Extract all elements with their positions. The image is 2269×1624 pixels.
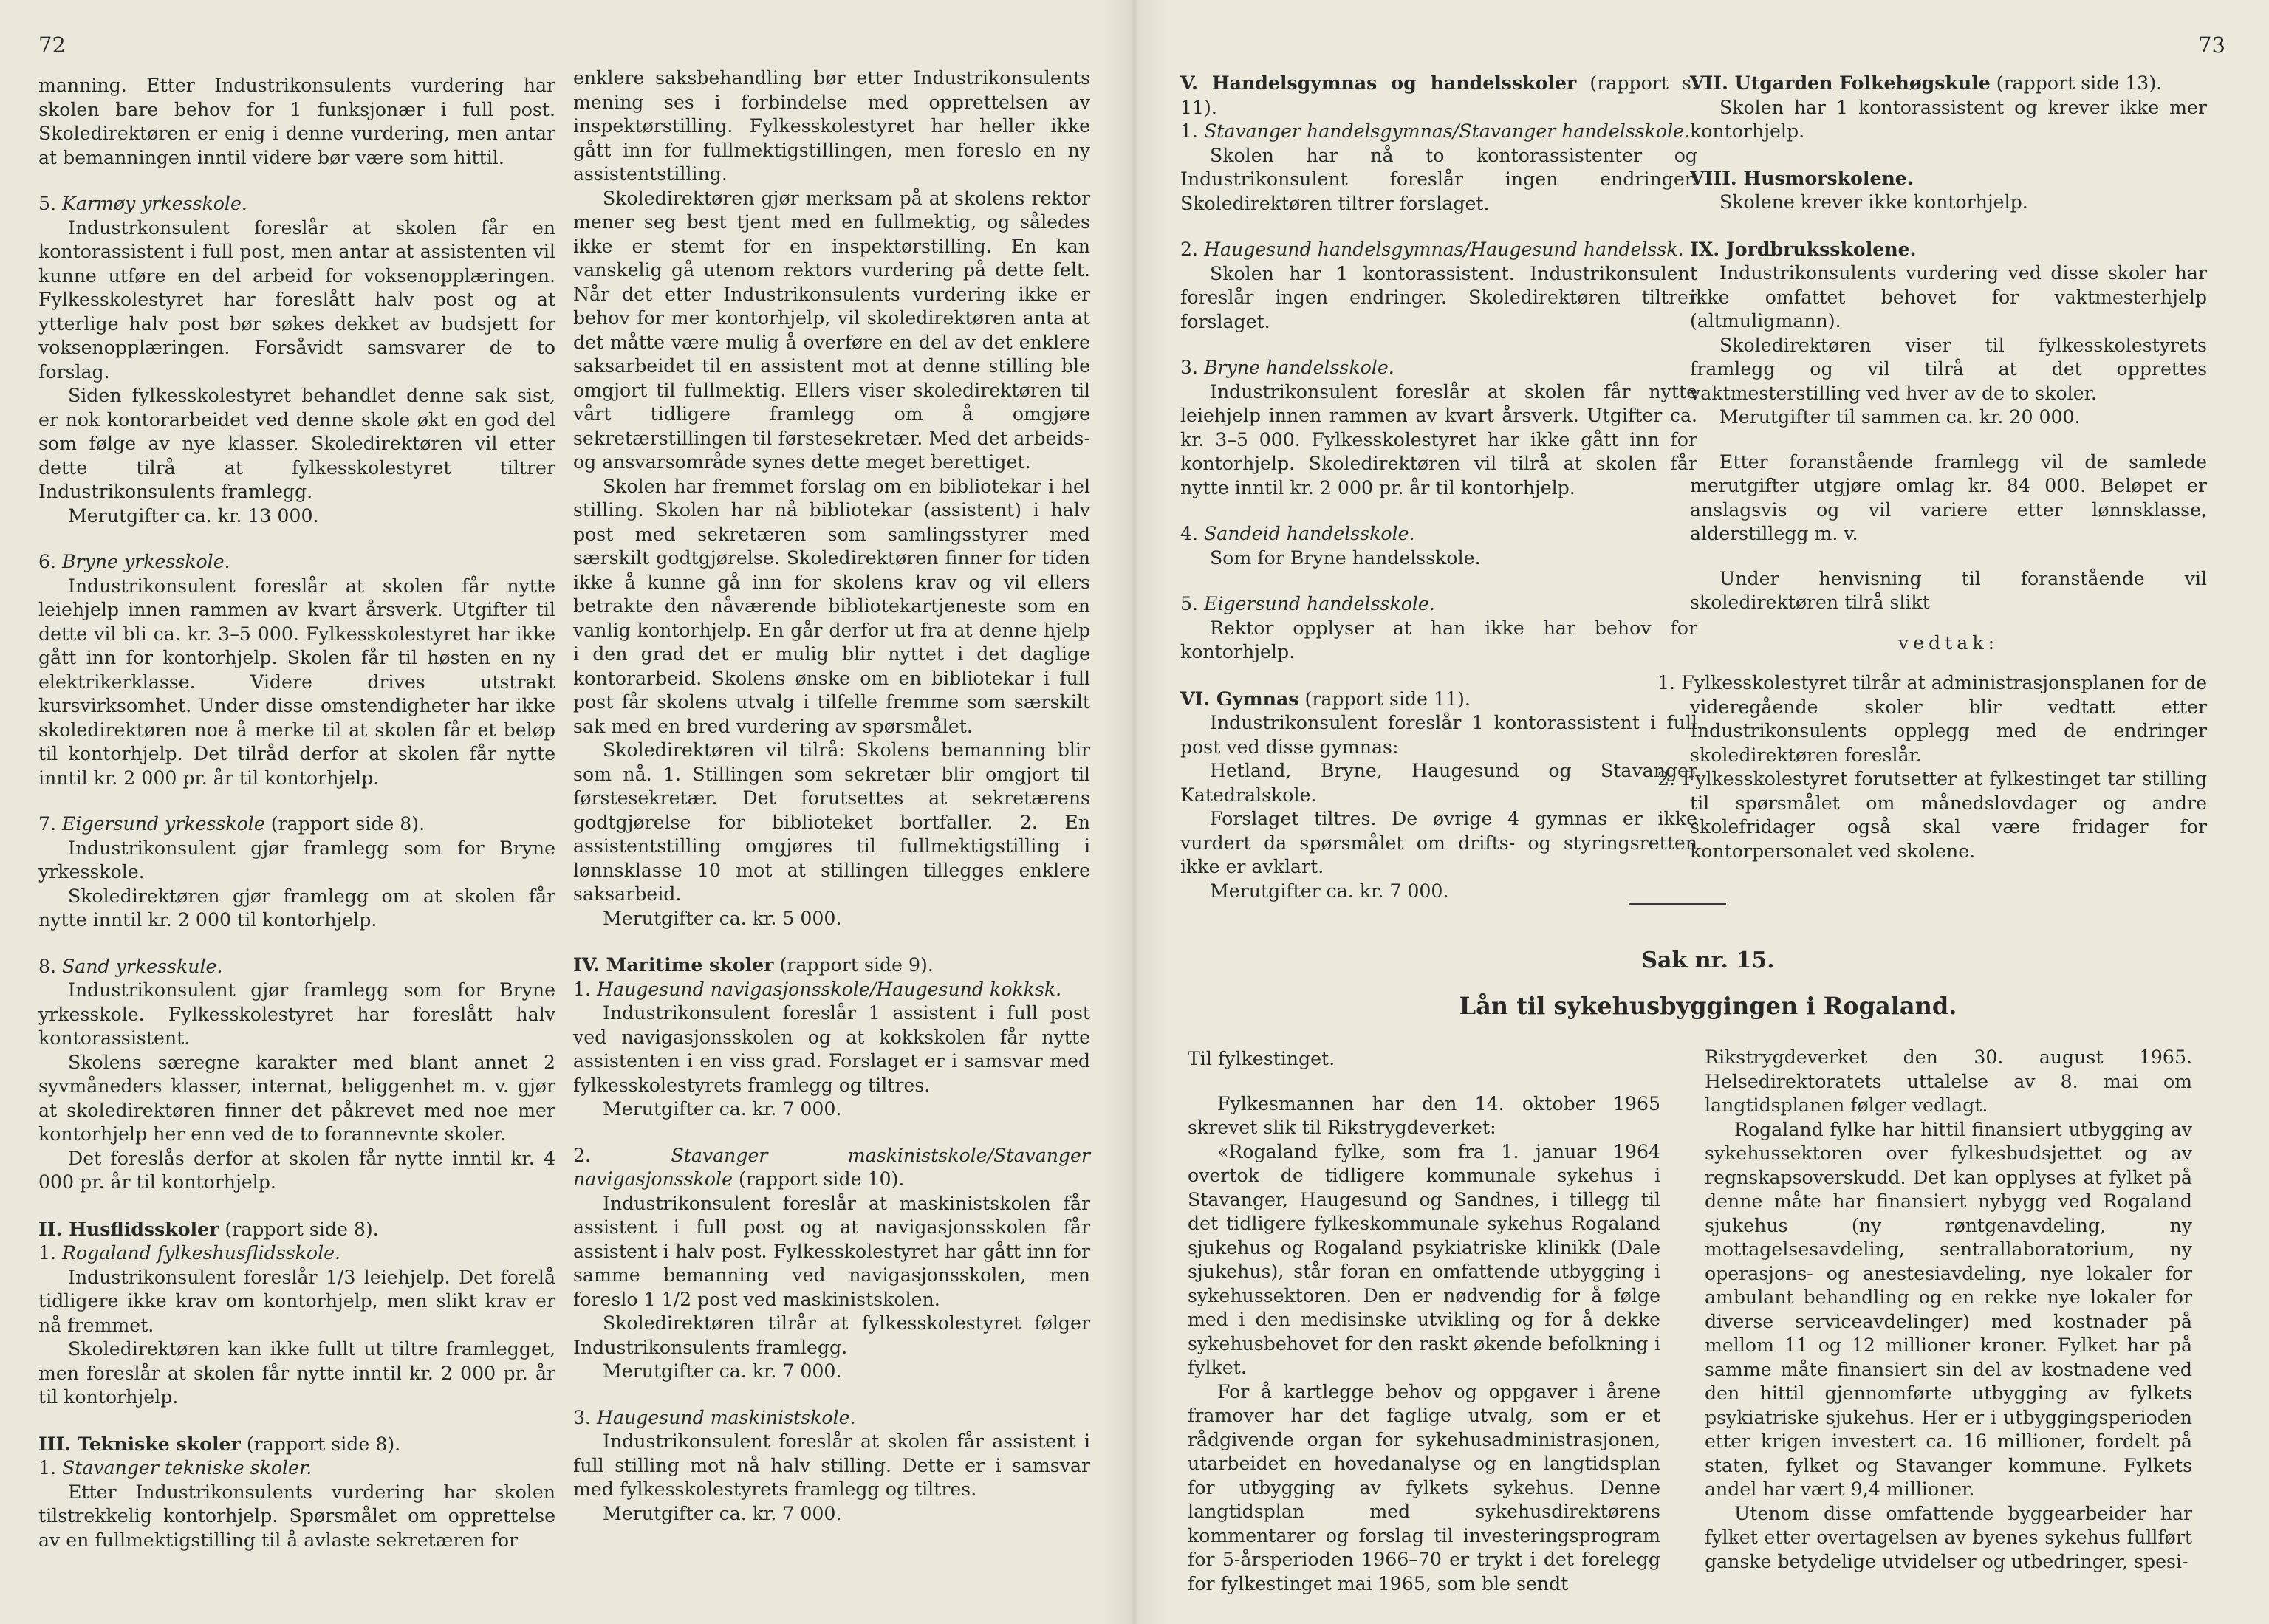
- paragraph: Forslaget tiltres. De øvrige 4 gymnas er ikke vurdert da spørsmålet om drifts- og styringsretten ikke er avklart.: [1180, 808, 1697, 877]
- paragraph: «Rogaland fylke, som fra 1. januar 1964 overtok de tidligere kommunale sykehus i Stavanger, Haugesund og Sandnes, i tillegg til det tidligere fylkeskommunale sykehus Rogaland sjukehus og Rogaland psykiatriske klinikk (Dale sjukehus), står foran en omfattende utbygging i sykehussektoren. Den er nødvendig for å følge med i den medisinske utvikling og for å dekke sykehusbehovet for den raskt økende befolkning i fylket.: [1188, 1140, 1660, 1378]
- column-1: [38, 74, 555, 1552]
- paragraph: Skolens særegne karakter med blant annet 2 syvmåneders klasser, internat, beliggenhet m. v. gjør at skoledirektøren finner det påkrevet med noe mer kontorhjelp her enn ved de to forannevnte skoler.: [38, 1051, 555, 1145]
- section-heading: 1. Haugesund navigasjonsskole/Haugesund kokksk.: [573, 978, 1062, 1000]
- paragraph: Skoledirektøren viser til fylkesskolestyrets framlegg og vil tilrå at det opprettes vaktmesterstilling ved hver av de to skoler.: [1690, 334, 2207, 404]
- left-page: [0, 0, 1134, 1624]
- section-heading: II. Husflidsskoler (rapport side 8).: [38, 1217, 379, 1240]
- paragraph: Industrikonsulent foreslår at maskinistskolen får assistent i full post og at navigasjonsskolen får assistent i halv post. Fylkesskolestyret har gått inn for samme bemanning ved navigasjonsskolen, men foreslo 1 1/2 post ved maskinistskolen.: [573, 1192, 1090, 1310]
- paragraph: Etter foranstående framlegg vil de samlede merutgifter utgjøre omlag kr. 84 000. Beløpet er anslagsvis og vil variere etter lønnsklasse, alderstillegg m. v.: [1690, 450, 2207, 544]
- paragraph: Skolen har fremmet forslag om en bibliotekar i hel stilling. Skolen har nå bibliotekar (assistent) i halv post med sekretæren som samlingsstyrer med særskilt godtgjørelse. Skoledirektøren finner for tiden ikke å kunne gå inn for skolens krav og vil ellers betrakte den nåværende bibliotekartjeneste som en vanlig kontorhjelp. En går derfor ut fra at denne hjelp i den grad det er mulig blir nyttet i det daglige kontorarbeid. Skolens ønske om en bibliotekar i full post får skolens utvalg i tilfelle fremme som særskilt sak med en bred vurdering av spørsmålet.: [573, 475, 1090, 737]
- section-heading: VIII. Husmorskolene.: [1690, 166, 1914, 189]
- column-3: [1180, 71, 1697, 903]
- section-heading: 5. Eigersund handelsskole.: [1180, 593, 1435, 614]
- case-heading: Lån til sykehusbyggingen i Rogaland.: [1459, 992, 1957, 1020]
- section-heading: 4. Sandeid handelsskole.: [1180, 523, 1415, 544]
- paragraph: Det foreslås derfor at skolen får nytte inntil kr. 4 000 pr. år til kontorhjelp.: [38, 1147, 555, 1193]
- paragraph: Industrikonsulent foreslår 1/3 leiehjelp. Det forelå tidligere ikke krav om kontorhjelp, men slikt krav er nå fremmet.: [38, 1266, 555, 1336]
- paragraph: Skoledirektøren kan ikke fullt ut tiltre framlegget, men foreslår at skolen får nytte inntil kr. 2 000 pr. år til kontorhjelp.: [38, 1338, 555, 1408]
- paragraph: Merutgifter ca. kr. 7 000.: [603, 1502, 842, 1524]
- section-heading: 3. Bryne handelsskole.: [1180, 357, 1394, 378]
- paragraph: 1. Fylkesskolestyret tilrår at administrasjonsplanen for de videregående skoler blir vedtatt etter Industrikonsulents opplegg med de endringer skoledirektøren foreslår.: [1657, 672, 2207, 766]
- paragraph: Rikstrygdeverket den 30. august 1965. Helsedirektoratets uttalelse av 8. mai om langtidsplanen følger vedlagt.: [1705, 1046, 2192, 1116]
- case-number: Sak nr. 15.: [1641, 948, 1775, 973]
- column-4: [1657, 71, 2207, 863]
- column-6: [1705, 1046, 2192, 1574]
- paragraph: Skolen har 1 kontorassistent og krever ikke mer kontorhjelp.: [1690, 96, 2207, 142]
- paragraph: Industrikonsulent foreslår 1 assistent i full post ved navigasjonsskolen og at kokkskolen får nytte assistenten i en viss grad. Forslaget er i samsvar med fylkesskolestyrets framlegg og tiltres.: [573, 1002, 1090, 1096]
- right-page: [1134, 0, 2269, 1624]
- paragraph: Skolene krever ikke kontorhjelp.: [1719, 191, 2028, 213]
- paragraph: Utenom disse omfattende byggearbeider har fylket etter overtagelsen av byenes sykehus fullført ganske betydelige utvidelser og utbedringer, spesi-: [1705, 1502, 2192, 1572]
- column-2: [573, 66, 1090, 1526]
- section-heading: VII. Utgarden Folkehøgskule (rapport side 13).: [1690, 72, 2163, 94]
- paragraph: vedtak:: [1897, 631, 1999, 654]
- paragraph: Fylkesmannen har den 14. oktober 1965 skrevet slik til Rikstrygdeverket:: [1188, 1092, 1660, 1138]
- paragraph: Industrikonsulent foreslår at skolen får assistent i full stilling mot nå halv stilling. Dette er i samsvar med fylkesskolestyrets framlegg og tiltres.: [573, 1431, 1090, 1500]
- paragraph: Industrikonsulent foreslår 1 kontorassistent i full post ved disse gymnas:: [1180, 712, 1697, 758]
- page-number-right: 73: [2198, 32, 2225, 58]
- paragraph: Merutgifter til sammen ca. kr. 20 000.: [1719, 406, 2081, 428]
- paragraph: Skolen har 1 kontorassistent. Industrikonsulent foreslår ingen endringer. Skoledirektøren tiltrer forslaget.: [1180, 262, 1697, 332]
- paragraph: Industrikonsulent gjør framlegg som for Bryne yrkesskole.: [38, 837, 555, 883]
- column-5: [1188, 1047, 1660, 1596]
- section-heading: 5. Karmøy yrkesskole.: [38, 193, 247, 214]
- paragraph: Som for Bryne handelsskole.: [1210, 547, 1481, 569]
- section-heading: 1. Stavanger handelsgymnas/Stavanger handelsskole.: [1180, 120, 1691, 142]
- paragraph: Industrkonsulent foreslår at skolen får en kontorassistent i full post, men antar at assistenten vil kunne utføre en del arbeid for voksenopplæringen. Fylkesskolestyret har foreslått halv post og at ytterlige halv post bør søkes dekket av budsjett for voksenopplæringen. Forsåvidt samsvarer de to forslag.: [38, 216, 555, 383]
- page-number-left: 72: [38, 32, 66, 58]
- paragraph: Industrikonsulent foreslår at skolen får nytte leiehjelp innen rammen av kvart årsverk. Utgifter ca. kr. 3–5 000. Fylkesskolestyret har ikke gått inn for kontorhjelp. Skoledirektøren vil tilrå at skolen får nytte inntil kr. 2 000 pr. år til kontorhjelp.: [1180, 380, 1697, 498]
- section-heading: III. Tekniske skoler (rapport side 8).: [38, 1432, 401, 1455]
- section-heading: VI. Gymnas (rapport side 11).: [1180, 687, 1471, 710]
- paragraph: Industrikonsulents vurdering ved disse skoler har ikke omfattet behovet for vaktmesterhjelp (altmuligmann).: [1690, 262, 2207, 332]
- section-heading: 7. Eigersund yrkesskole (rapport side 8).: [38, 813, 425, 835]
- paragraph: Skoledirektøren tilrår at fylkesskolestyret følger Industrikonsulents framlegg.: [573, 1312, 1090, 1358]
- section-heading: 6. Bryne yrkesskole.: [38, 551, 230, 572]
- section-heading: 3. Haugesund maskinistskole.: [573, 1406, 856, 1428]
- paragraph: enklere saksbehandling bør etter Industrikonsulents mening ses i forbindelse med opprettelsen av inspektørstilling. Fylkesskolestyret har heller ikke gått inn for fullmektigstillingen, men foreslo en ny assistentstilling.: [573, 67, 1090, 185]
- paragraph: Etter Industrikonsulents vurdering har skolen tilstrekkelig kontorhjelp. Spørsmålet om opprettelse av en fullmektigstilling til å avlaste sekretæren for: [38, 1481, 555, 1551]
- paragraph: Skoledirektøren gjør merksam på at skolens rektor mener seg best tjent med en fullmektig, og således ikke er stemt for en inspektørstilling. En kan vanskelig gå utenom rektors vurdering på dette felt. Når det etter Industrikonsulents vurdering ikke er behov for mer kontorhjelp, vil skoledirektøren anta at det måtte være mulig å overføre en del av det enklere saksarbeidet til en assistent mot at denne stilling ble omgjort til fullmektig. Ellers viser skoledirektøren til vårt tidligere framlegg om å omgjøre sekretærstillingen til førstesekretær. Med det arbeids- og ansvarsområde synes dette meget berettiget.: [573, 187, 1090, 473]
- section-heading: 2. Haugesund handelsgymnas/Haugesund handelssk.: [1180, 239, 1684, 260]
- paragraph: Industrikonsulent gjør framlegg som for Bryne yrkesskole. Fylkesskolestyret har foreslått halv kontorassistent.: [38, 979, 555, 1049]
- paragraph: manning. Etter Industrikonsulents vurdering har skolen bare behov for 1 funksjonær i full post. Skoledirektøren er enig i denne vurdering, men antar at bemanningen inntil videre bør være som hittil.: [38, 75, 555, 168]
- paragraph: Skoledirektøren gjør framlegg om at skolen får nytte inntil kr. 2 000 til kontorhjelp.: [38, 885, 555, 931]
- paragraph: For å kartlegge behov og oppgaver i årene framover har det faglige utvalg, som er et rådgivende organ for sykehusadministrasjonen, utarbeidet en hovedanalyse og en langtidsplan for utbygging av fylkets sykehus. Denne langtidsplan med sykehusdirektørens kommentarer og forslag til investeringsprogram for 5-årsperioden 1966–70 er trykt i det forelegg for fylkestinget mai 1965, som ble sendt: [1188, 1380, 1660, 1594]
- section-heading: IX. Jordbruksskolene.: [1690, 237, 1917, 260]
- paragraph: Til fylkestinget.: [1188, 1048, 1335, 1069]
- paragraph: Rogaland fylke har hittil finansiert utbygging av sykehussektoren over fylkesbudsjettet og av regnskapsoverskudd. Det kan opplyses at fylket på denne måte har finansiert nybygg ved Rogaland sjukehus (ny røntgenavdeling, ny mottagelsesavdeling, sentrallaboratorium, ny operasjons- og anestesiavdeling, nye lokaler for ambulant behandling og en rekke nye lokaler for diverse serviceavdelinger) med kostnader på mellom 11 og 12 millioner kroner. Fylket har på samme måte finansiert sin del av kostnadene ved den hittil gjennomførte utbygging av fylkets psykiatriske sjukehus. Her er i utbyggingsperioden etter krigen investert ca. 16 millioner, fordelt på staten, fylket og Stavanger kommune. Fylkets andel har vært 9,4 millioner.: [1705, 1118, 2192, 1500]
- paragraph: 2. Fylkesskolestyret forutsetter at fylkestinget tar stilling til spørsmålet om månedslovdager og andre skolefridager også skal være fridager for kontorpersonalet ved skolene.: [1657, 768, 2207, 862]
- paragraph: Rektor opplyser at han ikke har behov for kontorhjelp.: [1180, 617, 1697, 662]
- section-heading: 2. Stavanger maskinistskole/Stavanger navigasjonsskole (rapport side 10).: [573, 1144, 1090, 1190]
- paragraph: Merutgifter ca. kr. 13 000.: [68, 504, 319, 527]
- paragraph: Merutgifter ca. kr. 7 000.: [603, 1360, 842, 1382]
- section-heading: V. Handelsgymnas og handelsskoler (rapport s. 11).: [1180, 72, 1697, 118]
- paragraph: Industrikonsulent foreslår at skolen får nytte leiehjelp innen rammen av kvart årsverk. Utgifter til dette vil bli ca. kr. 3–5 000. Fylkesskolestyret har ikke gått inn for kontorhjelp. Skolen får til høsten en ny elektrikerklasse. Videre drives utstrakt kursvirksomhet. Under disse omstendigheter har ikke skoledirektøren noe å merke til at skolen får et beløp til kontorhjelp. Det tilråd derfor at skolen får nytte inntil kr. 2 000 pr. år til kontorhjelp.: [38, 575, 555, 789]
- paragraph: Siden fylkesskolestyret behandlet denne sak sist, er nok kontorarbeidet ved denne skole økt en god del som følge av nye klasser. Skoledirektøren vil etter dette tilrå at fylkesskolestyret tiltrer Industrikonsulents framlegg.: [38, 385, 555, 502]
- section-heading: 1. Rogaland fylkeshusflidsskole.: [38, 1242, 341, 1264]
- section-heading: IV. Maritime skoler (rapport side 9).: [573, 953, 934, 976]
- paragraph: Merutgifter ca. kr. 7 000.: [603, 1098, 842, 1120]
- section-heading: 1. Stavanger tekniske skoler.: [38, 1457, 312, 1479]
- paragraph: Merutgifter ca. kr. 7 000.: [1210, 880, 1449, 902]
- paragraph: Under henvisning til foranstående vil skoledirektøren tilrå slikt: [1690, 567, 2207, 613]
- paragraph: Hetland, Bryne, Haugesund og Stavanger Katedralskole.: [1180, 760, 1697, 806]
- paragraph: Skolen har nå to kontorassistenter og Industrikonsulent foreslår ingen endringer. Skoledirektøren tiltrer forslaget.: [1180, 144, 1697, 214]
- section-heading: 8. Sand yrkesskule.: [38, 955, 223, 977]
- paragraph: Merutgifter ca. kr. 5 000.: [603, 907, 842, 929]
- paragraph: Skoledirektøren vil tilrå: Skolens bemanning blir som nå. 1. Stillingen som sekretær blir omgjort til førstesekretær. Det forutsettes at sekretærens godtgjørelse for biblioteket bortfaller. 2. En assistentstilling omgjøres til fullmektigstilling i lønnsklasse 10 mot at stillingen tillegges enklere saksarbeid.: [573, 739, 1090, 905]
- section-rule: [1629, 903, 1726, 905]
